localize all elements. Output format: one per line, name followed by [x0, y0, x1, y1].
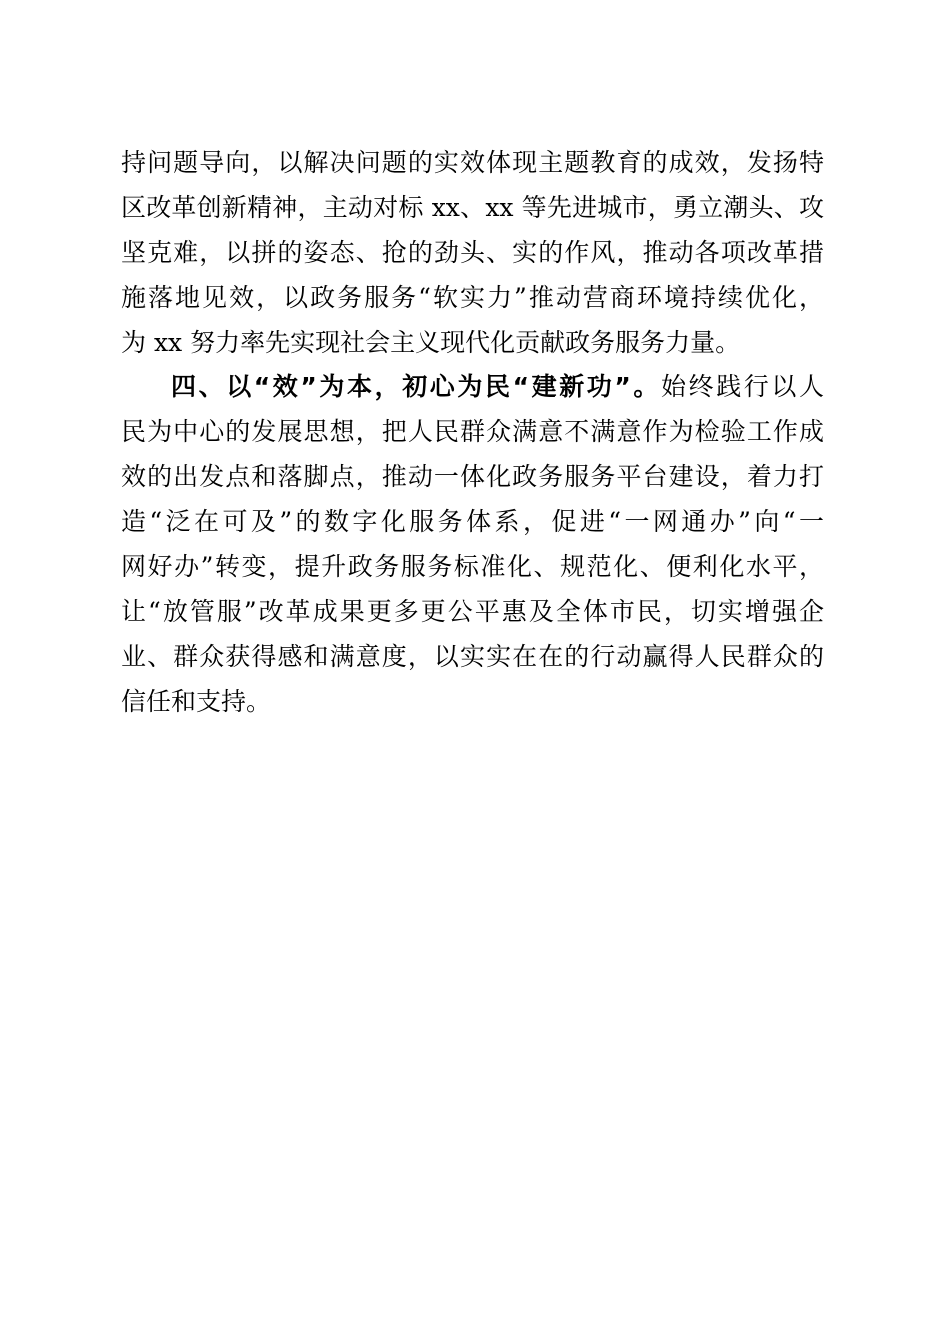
paragraph-line: 为 xx 努力率先实现社会主义现代化贡献政务服务力量。 [121, 328, 741, 357]
paragraph-line: 区改革创新精神，主动对标 xx、xx 等先进城市，勇立潮头、攻 [121, 193, 824, 222]
paragraph-line: 坚克难，以拼的姿态、抢的劲头、实的作风，推动各项改革措 [121, 238, 824, 267]
paragraph-line: 让“放管服”改革成果更多更公平惠及全体市民，切实增强企 [121, 597, 824, 626]
paragraph-line: 效的出发点和落脚点，推动一体化政务服务平台建设，着力打 [121, 462, 824, 491]
paragraph-line: 造“泛在可及”的数字化服务体系，促进“一网通办”向“一 [121, 507, 824, 536]
paragraph-line: 持问题导向，以解决问题的实效体现主题教育的成效，发扬特 [121, 148, 824, 177]
paragraph-line-start: 始终践行以人 [661, 372, 824, 401]
paragraph-section-four [121, 364, 824, 724]
paragraph-first-line [121, 364, 824, 409]
paragraph-continuation [121, 140, 824, 365]
paragraph-line: 民为中心的发展思想，把人民群众满意不满意作为检验工作成 [121, 417, 824, 446]
paragraph-line: 信任和支持。 [121, 687, 272, 716]
paragraph-line: 网好办”转变，提升政务服务标准化、规范化、便利化水平， [121, 552, 824, 581]
paragraph-line: 施落地见效，以政务服务“软实力”推动营商环境持续优化， [121, 283, 824, 312]
paragraph-line: 业、群众获得感和满意度，以实实在在的行动赢得人民群众的 [121, 642, 824, 671]
section-heading: 四、以“效”为本，初心为民“建新功”。 [171, 372, 662, 401]
